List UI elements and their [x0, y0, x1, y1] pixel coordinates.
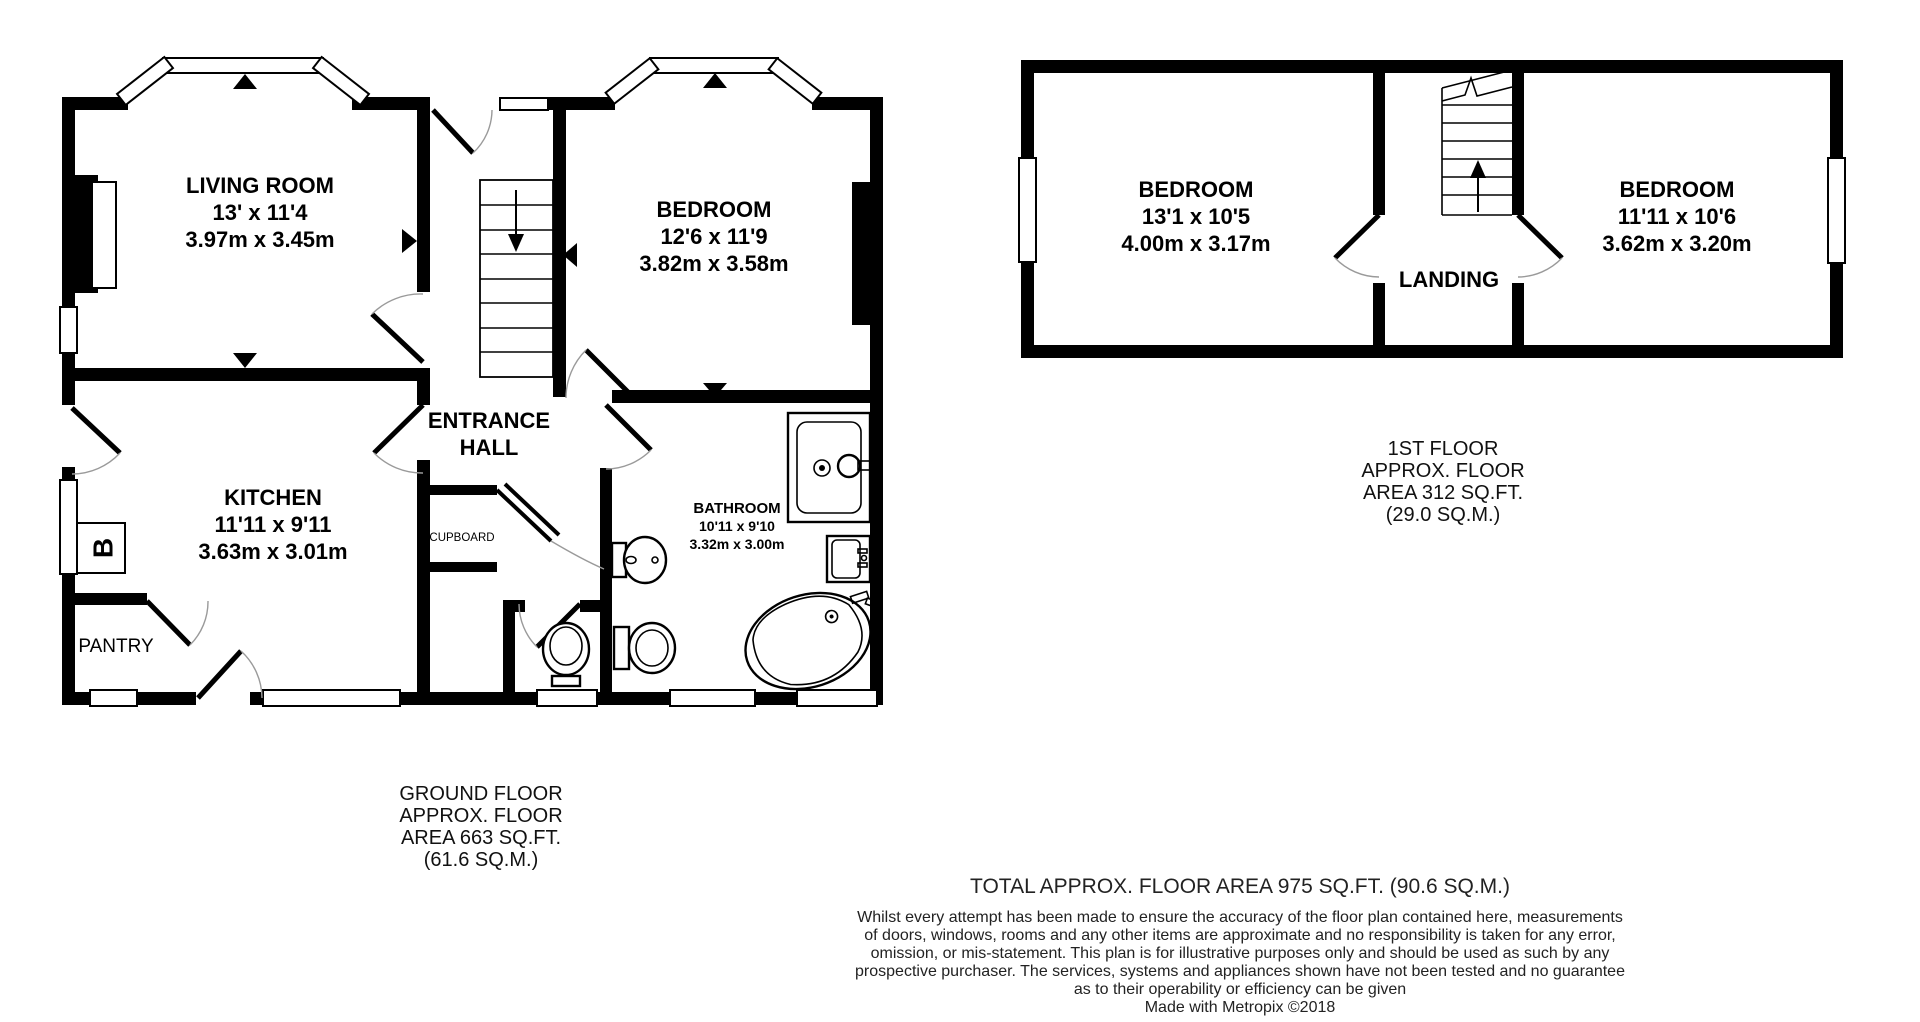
svg-text:10'11 x 9'10: 10'11 x 9'10	[699, 518, 775, 534]
svg-text:13' x 11'4: 13' x 11'4	[212, 200, 308, 225]
svg-text:3.97m x 3.45m: 3.97m x 3.45m	[185, 227, 335, 252]
sink-symbol	[612, 537, 666, 583]
svg-text:ENTRANCE: ENTRANCE	[427, 408, 551, 433]
bedroom-ground-label	[639, 197, 788, 276]
svg-text:3.82m x 3.58m: 3.82m x 3.58m	[639, 251, 789, 276]
total-area-text: TOTAL APPROX. FLOOR AREA 975 SQ.FT. (90.6 SQ.M.)	[970, 875, 1510, 898]
svg-text:Whilst every attempt has been: Whilst every attempt has been made to ensure the accuracy of the floor plan contained here, measurements	[857, 909, 1623, 926]
toilet-symbol	[614, 623, 675, 673]
svg-text:BEDROOM: BEDROOM	[1138, 177, 1254, 202]
svg-text:KITCHEN: KITCHEN	[224, 485, 322, 510]
svg-text:prospective purchaser. The ser: prospective purchaser. The services, systems and appliances shown have not been tested and no guarantee	[855, 963, 1625, 980]
svg-text:as to their operability or eff: as to their operability or efficiency can be given	[1073, 981, 1407, 998]
svg-text:APPROX. FLOOR: APPROX. FLOOR	[399, 805, 563, 827]
ground-floor-plan	[59, 57, 883, 871]
svg-text:of doors, windows, rooms and a: of doors, windows, rooms and any other items are approximate and no responsibility is taken for any error,	[864, 927, 1616, 944]
pantry-label: PANTRY	[78, 636, 154, 657]
corner-sink-symbol	[827, 536, 870, 582]
boiler-symbol	[77, 523, 125, 573]
metropix-credit: Made with Metropix ©2018	[1144, 999, 1336, 1016]
svg-text:12'6 x 11'9: 12'6 x 11'9	[660, 224, 768, 249]
svg-text:BEDROOM: BEDROOM	[656, 197, 772, 222]
svg-text:AREA 312 SQ.FT.: AREA 312 SQ.FT.	[1362, 482, 1524, 504]
svg-text:(29.0 SQ.M.): (29.0 SQ.M.)	[1385, 504, 1501, 526]
wc-toilet-symbol	[543, 623, 589, 686]
kitchen-label	[198, 485, 347, 564]
bedroom-first-left-label	[1121, 177, 1270, 256]
ground-floor-walls	[59, 97, 883, 707]
svg-text:11'11 x 9'11: 11'11 x 9'11	[214, 512, 332, 537]
svg-text:LIVING ROOM: LIVING ROOM	[186, 173, 334, 198]
bathtub-symbol	[733, 577, 883, 704]
svg-text:4.00m x 3.17m: 4.00m x 3.17m	[1121, 231, 1271, 256]
svg-text:BATHROOM: BATHROOM	[693, 500, 781, 517]
svg-text:3.63m x 3.01m: 3.63m x 3.01m	[198, 539, 348, 564]
first-floor-caption	[1361, 438, 1524, 526]
chimney-breast	[852, 182, 870, 325]
svg-text:APPROX. FLOOR: APPROX. FLOOR	[1361, 460, 1525, 482]
boiler-label: B	[87, 537, 119, 559]
shower-symbol	[788, 413, 870, 522]
stairs-ground-icon	[480, 180, 553, 377]
entrance-hall-label	[428, 408, 550, 460]
fireplace-symbol	[62, 175, 116, 293]
svg-text:GROUND FLOOR: GROUND FLOOR	[399, 783, 563, 805]
cupboard-label: CUPBOARD	[429, 532, 495, 544]
footer-text	[855, 875, 1625, 1016]
svg-text:AREA 663 SQ.FT.: AREA 663 SQ.FT.	[400, 827, 562, 849]
svg-text:(61.6 SQ.M.): (61.6 SQ.M.)	[423, 849, 539, 871]
first-floor-plan	[1019, 60, 1845, 526]
svg-text:HALL: HALL	[459, 435, 519, 460]
svg-text:3.32m x 3.00m: 3.32m x 3.00m	[689, 536, 785, 552]
stairs-first-icon	[1442, 70, 1512, 215]
ground-floor-caption	[399, 783, 562, 871]
svg-text:11'11 x 10'6: 11'11 x 10'6	[1617, 204, 1737, 229]
svg-text:1ST FLOOR: 1ST FLOOR	[1387, 438, 1499, 460]
svg-text:3.62m x 3.20m: 3.62m x 3.20m	[1602, 231, 1752, 256]
landing-label: LANDING	[1398, 267, 1500, 292]
svg-text:BEDROOM: BEDROOM	[1619, 177, 1735, 202]
bedroom-first-right-label	[1602, 177, 1751, 256]
svg-text:omission, or mis-statement. Th: omission, or mis-statement. This plan is for illustrative purposes only and should be used as such by any	[870, 945, 1610, 962]
bathroom-label	[690, 500, 785, 552]
living-room-label	[185, 173, 334, 252]
svg-text:13'1 x 10'5: 13'1 x 10'5	[1141, 204, 1251, 229]
